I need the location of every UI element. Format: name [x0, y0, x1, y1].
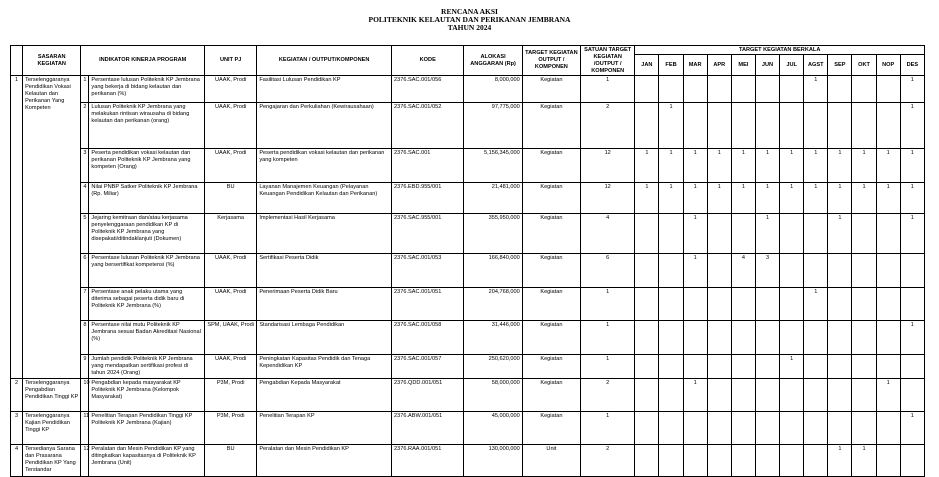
- month-cell: [731, 288, 755, 321]
- month-cell: 1: [852, 445, 876, 477]
- month-cell: [828, 103, 852, 149]
- kegiatan-cell: Fasilitasi Lulusan Pendidikan KP: [257, 76, 392, 103]
- header-month-sep: SEP: [828, 55, 852, 76]
- ikp-number: 4: [81, 183, 89, 214]
- rencana-aksi-table: [10, 45, 925, 477]
- month-cell: 1: [683, 254, 707, 288]
- ikp-number: 11: [81, 412, 89, 445]
- target-cell: Unit: [522, 445, 580, 477]
- month-cell: [780, 254, 804, 288]
- month-cell: 1: [780, 183, 804, 214]
- alokasi-cell: 21,481,000: [464, 183, 522, 214]
- kode-cell: 2376.ABW.001/051: [392, 412, 464, 445]
- month-cell: [731, 445, 755, 477]
- unit-cell: UAAK, Prodi: [205, 254, 257, 288]
- month-cell: [900, 355, 924, 379]
- kegiatan-cell: Peserta pendidikan vokasi kelautan dan perikanan yang kompeten: [257, 149, 392, 183]
- alokasi-cell: 58,000,000: [464, 379, 522, 412]
- header-month-jan: JAN: [635, 55, 659, 76]
- ikp-cell: Jumlah pendidik Politeknik KP Jembrana yang mendapatkan sertifikasi profesi di tahun 2024 (Orang): [89, 355, 205, 379]
- alokasi-cell: 97,775,000: [464, 103, 522, 149]
- month-cell: [804, 214, 828, 254]
- month-cell: 1: [900, 214, 924, 254]
- kode-cell: 2376.SAC.001/056: [392, 76, 464, 103]
- month-cell: [755, 76, 779, 103]
- month-cell: [780, 76, 804, 103]
- month-cell: [731, 379, 755, 412]
- month-cell: 4: [731, 254, 755, 288]
- kode-cell: 2376.SAC.001: [392, 149, 464, 183]
- alokasi-cell: 45,000,000: [464, 412, 522, 445]
- month-cell: [804, 445, 828, 477]
- month-cell: [876, 321, 900, 355]
- kode-cell: 2376.SAC.001/057: [392, 355, 464, 379]
- unit-cell: UAAK, Prodi: [205, 76, 257, 103]
- month-cell: 1: [683, 149, 707, 183]
- month-cell: [707, 412, 731, 445]
- month-cell: [659, 445, 683, 477]
- ikp-number: 6: [81, 254, 89, 288]
- month-cell: [852, 214, 876, 254]
- unit-cell: UAAK, Prodi: [205, 288, 257, 321]
- satuan-cell: 12: [581, 183, 635, 214]
- month-cell: 1: [755, 214, 779, 254]
- ikp-cell: Persentase lulusan Politeknik KP Jembrana yang bekerja di bidang kelautan dan perikanan (%): [89, 76, 205, 103]
- month-cell: [828, 355, 852, 379]
- satuan-cell: 1: [581, 412, 635, 445]
- ikp-cell: Persentase anak pelaku utama yang diterima sebagai peserta didik baru di Politeknik KP Jembrana (%): [89, 288, 205, 321]
- month-cell: 1: [707, 149, 731, 183]
- table-row: [11, 355, 925, 379]
- month-cell: [731, 321, 755, 355]
- target-cell: Kegiatan: [522, 183, 580, 214]
- kode-cell: 2376.SAC.001/051: [392, 288, 464, 321]
- unit-cell: UAAK, Prodi: [205, 103, 257, 149]
- month-cell: 1: [852, 149, 876, 183]
- kode-cell: 2376.SAC.001/053: [392, 254, 464, 288]
- satuan-cell: 2: [581, 379, 635, 412]
- header-month-agst: AGST: [804, 55, 828, 76]
- target-cell: Kegiatan: [522, 214, 580, 254]
- ikp-cell: Jejaring kemitraan dan/atau kerjasama penyelenggaraan pendidikan KP di Politeknik KP Jembrana yang disepakati/ditindaklanjuti (Dokumen): [89, 214, 205, 254]
- kegiatan-cell: Pengabdian Kepada Masyarakat: [257, 379, 392, 412]
- ikp-cell: Lulusan Politeknik KP Jembrana yang melakukan rintisan wirausaha di bidang kelautan dan perikanan (orang): [89, 103, 205, 149]
- month-cell: [876, 214, 900, 254]
- month-cell: [635, 412, 659, 445]
- month-cell: [707, 254, 731, 288]
- kegiatan-cell: Penelitian Terapan KP: [257, 412, 392, 445]
- header-ikp: INDIKATOR KINERJA PROGRAM: [81, 46, 205, 76]
- month-cell: [659, 412, 683, 445]
- month-cell: 1: [900, 103, 924, 149]
- table-row: [11, 76, 925, 103]
- month-cell: [683, 103, 707, 149]
- unit-cell: P3M, Prodi: [205, 412, 257, 445]
- kegiatan-cell: Peningkatan Kapasitas Pendidik dan Tenaga Kependidikan KP: [257, 355, 392, 379]
- target-cell: Kegiatan: [522, 288, 580, 321]
- month-cell: [876, 254, 900, 288]
- kode-cell: 2376.SAC.001/058: [392, 321, 464, 355]
- kegiatan-cell: Implementasi Hasil Kerjasama: [257, 214, 392, 254]
- month-cell: 1: [780, 355, 804, 379]
- month-cell: 1: [707, 183, 731, 214]
- month-cell: [731, 412, 755, 445]
- alokasi-cell: 5,156,345,000: [464, 149, 522, 183]
- target-cell: Kegiatan: [522, 355, 580, 379]
- satuan-cell: 1: [581, 288, 635, 321]
- satuan-cell: 6: [581, 254, 635, 288]
- kode-cell: 2376.RAA.001/051: [392, 445, 464, 477]
- unit-cell: BU: [205, 445, 257, 477]
- month-cell: 1: [900, 321, 924, 355]
- month-cell: [900, 288, 924, 321]
- header-month-jul: JUL: [780, 55, 804, 76]
- month-cell: [828, 288, 852, 321]
- ikp-number: 7: [81, 288, 89, 321]
- ikp-number: 5: [81, 214, 89, 254]
- kegiatan-cell: Pengajaran dan Perkuliahan (Kewirausahaan): [257, 103, 392, 149]
- target-cell: Kegiatan: [522, 379, 580, 412]
- month-cell: [852, 379, 876, 412]
- month-cell: [635, 445, 659, 477]
- row-number: 3: [11, 412, 23, 445]
- month-cell: [707, 321, 731, 355]
- month-cell: [852, 288, 876, 321]
- header-no: [11, 46, 23, 76]
- month-cell: [755, 355, 779, 379]
- table-row: [11, 214, 925, 254]
- alokasi-cell: 250,620,000: [464, 355, 522, 379]
- month-cell: [659, 355, 683, 379]
- unit-cell: P3M, Prodi: [205, 379, 257, 412]
- ikp-number: 8: [81, 321, 89, 355]
- month-cell: [707, 445, 731, 477]
- ikp-number: 12: [81, 445, 89, 477]
- month-cell: [780, 214, 804, 254]
- month-cell: [683, 445, 707, 477]
- sasaran-cell: Terselenggaranya Pengabdian Pendidikan Tinggi KP: [23, 379, 81, 412]
- table-row: [11, 183, 925, 214]
- title-line1: RENCANA AKSI: [441, 7, 498, 16]
- title-line2: POLITEKNIK KELAUTAN DAN PERIKANAN JEMBRANA: [368, 15, 571, 24]
- unit-cell: Kerjasama: [205, 214, 257, 254]
- month-cell: 1: [755, 149, 779, 183]
- table-row: [11, 254, 925, 288]
- ikp-number: 1: [81, 76, 89, 103]
- month-cell: [635, 103, 659, 149]
- month-cell: 1: [659, 103, 683, 149]
- month-cell: [635, 355, 659, 379]
- ikp-cell: Penelitian Terapan Pendidikan Tinggi KP Politeknik KP Jembrana (Kajian): [89, 412, 205, 445]
- month-cell: [635, 321, 659, 355]
- month-cell: [780, 321, 804, 355]
- ikp-cell: Peralatan dan Mesin Pendidikan KP yang ditingkatkan kapasitasnya di Politeknik KP Jembrana (Unit): [89, 445, 205, 477]
- ikp-number: 9: [81, 355, 89, 379]
- kegiatan-cell: Sertifikasi Peserta Didik: [257, 254, 392, 288]
- target-cell: Kegiatan: [522, 254, 580, 288]
- header-target: TARGET KEGIATAN OUTPUT / KOMPONEN: [522, 46, 580, 76]
- ikp-cell: Peserta pendidikan vokasi kelautan dan perikanan Politeknik KP Jembrana yang kompeten (Orang): [89, 149, 205, 183]
- target-cell: Kegiatan: [522, 76, 580, 103]
- month-cell: [828, 412, 852, 445]
- month-cell: [683, 412, 707, 445]
- unit-cell: BU: [205, 183, 257, 214]
- target-cell: Kegiatan: [522, 103, 580, 149]
- month-cell: [804, 321, 828, 355]
- month-cell: [755, 379, 779, 412]
- month-cell: [780, 103, 804, 149]
- month-cell: [755, 445, 779, 477]
- month-cell: [780, 288, 804, 321]
- month-cell: 1: [828, 214, 852, 254]
- month-cell: [683, 355, 707, 379]
- satuan-cell: 4: [581, 214, 635, 254]
- kegiatan-cell: Penerimaan Peserta Didik Baru: [257, 288, 392, 321]
- row-number: 4: [11, 445, 23, 477]
- header-month-feb: FEB: [659, 55, 683, 76]
- month-cell: 1: [828, 445, 852, 477]
- header-month-okt: OKT: [852, 55, 876, 76]
- month-cell: [876, 288, 900, 321]
- ikp-number: 10: [81, 379, 89, 412]
- month-cell: [900, 379, 924, 412]
- ikp-cell: Pengabdian kepada masyarakat KP Politeknik KP Jembrana (Kelompok Masyarakat): [89, 379, 205, 412]
- month-cell: 1: [876, 183, 900, 214]
- header-kode: KODE: [392, 46, 464, 76]
- alokasi-cell: 31,446,000: [464, 321, 522, 355]
- unit-cell: SPM, UAAK, Prodi: [205, 321, 257, 355]
- header-month-mei: MEI: [731, 55, 755, 76]
- header-month-nop: NOP: [876, 55, 900, 76]
- month-cell: 1: [683, 214, 707, 254]
- month-cell: [876, 76, 900, 103]
- month-cell: [683, 288, 707, 321]
- target-cell: Kegiatan: [522, 149, 580, 183]
- month-cell: [852, 412, 876, 445]
- month-cell: [852, 76, 876, 103]
- month-cell: 1: [731, 183, 755, 214]
- month-cell: 1: [900, 183, 924, 214]
- month-cell: [755, 412, 779, 445]
- alokasi-cell: 204,768,000: [464, 288, 522, 321]
- month-cell: [635, 76, 659, 103]
- month-cell: 1: [755, 183, 779, 214]
- month-cell: [780, 412, 804, 445]
- month-cell: [876, 103, 900, 149]
- month-cell: [659, 214, 683, 254]
- table-row: [11, 288, 925, 321]
- month-cell: 1: [635, 149, 659, 183]
- kegiatan-cell: Layanan Manajemen Keuangan (Pelayanan Keuangan Pendidikan Kelautan dan Perikanan): [257, 183, 392, 214]
- month-cell: 1: [900, 76, 924, 103]
- header-month-des: DES: [900, 55, 924, 76]
- month-cell: [659, 254, 683, 288]
- kegiatan-cell: Peralatan dan Mesin Pendidikan KP: [257, 445, 392, 477]
- month-cell: [659, 76, 683, 103]
- ikp-cell: Nilai PNBP Satker Politeknik KP Jembrana (Rp. Miliar): [89, 183, 205, 214]
- month-cell: 1: [683, 379, 707, 412]
- month-cell: [876, 412, 900, 445]
- month-cell: [659, 321, 683, 355]
- header-alokasi: ALOKASI ANGGARAN (Rp): [464, 46, 522, 76]
- month-cell: [731, 214, 755, 254]
- target-cell: Kegiatan: [522, 321, 580, 355]
- month-cell: [852, 103, 876, 149]
- month-cell: 1: [635, 183, 659, 214]
- satuan-cell: 2: [581, 445, 635, 477]
- month-cell: [683, 321, 707, 355]
- month-cell: 1: [659, 149, 683, 183]
- month-cell: [707, 103, 731, 149]
- month-cell: 1: [804, 183, 828, 214]
- month-cell: [828, 76, 852, 103]
- satuan-cell: 1: [581, 355, 635, 379]
- table-row: [11, 103, 925, 149]
- kode-cell: 2376.QDD.001/051: [392, 379, 464, 412]
- table-row: [11, 321, 925, 355]
- month-cell: [828, 254, 852, 288]
- kode-cell: 2376.SAC.001/052: [392, 103, 464, 149]
- month-cell: [731, 103, 755, 149]
- month-cell: [707, 288, 731, 321]
- month-cell: [780, 445, 804, 477]
- month-cell: [804, 254, 828, 288]
- month-cell: [804, 355, 828, 379]
- month-cell: [755, 288, 779, 321]
- row-number: 1: [11, 76, 23, 379]
- month-cell: 1: [900, 412, 924, 445]
- month-cell: 1: [876, 379, 900, 412]
- sasaran-cell: Terselenggaranya Kajian Pendidikan Tinggi KP: [23, 412, 81, 445]
- month-cell: 1: [731, 149, 755, 183]
- month-cell: [707, 379, 731, 412]
- month-cell: 1: [876, 149, 900, 183]
- target-cell: Kegiatan: [522, 412, 580, 445]
- header-month-mar: MAR: [683, 55, 707, 76]
- header-unit: UNIT PJ: [205, 46, 257, 76]
- month-cell: [804, 412, 828, 445]
- month-cell: [876, 445, 900, 477]
- header-month-apr: APR: [707, 55, 731, 76]
- unit-cell: UAAK, Prodi: [205, 149, 257, 183]
- month-cell: [828, 379, 852, 412]
- satuan-cell: 1: [581, 321, 635, 355]
- table-row: [11, 149, 925, 183]
- month-cell: [731, 355, 755, 379]
- alokasi-cell: 355,950,000: [464, 214, 522, 254]
- month-cell: 1: [852, 183, 876, 214]
- month-cell: [707, 355, 731, 379]
- month-cell: [852, 321, 876, 355]
- ikp-cell: Persentase nilai mutu Politeknik KP Jembrana sesuai Badan Akreditasi Nasional (%): [89, 321, 205, 355]
- month-cell: 1: [683, 183, 707, 214]
- month-cell: [804, 379, 828, 412]
- month-cell: [755, 103, 779, 149]
- satuan-cell: 12: [581, 149, 635, 183]
- month-cell: 1: [804, 149, 828, 183]
- kegiatan-cell: Standarisasi Lembaga Pendidikan: [257, 321, 392, 355]
- month-cell: 3: [755, 254, 779, 288]
- month-cell: [707, 214, 731, 254]
- alokasi-cell: 130,000,000: [464, 445, 522, 477]
- table-row: [11, 412, 925, 445]
- month-cell: 1: [828, 183, 852, 214]
- header-satuan: SATUAN TARGET KEGIATAN /OUTPUT / KOMPONEN: [581, 46, 635, 76]
- header-month-jun: JUN: [755, 55, 779, 76]
- kode-cell: 2376.EBD.955/001: [392, 183, 464, 214]
- ikp-number: 3: [81, 149, 89, 183]
- kode-cell: 2376.SAC.955/001: [392, 214, 464, 254]
- month-cell: 1: [780, 149, 804, 183]
- month-cell: [659, 379, 683, 412]
- header-berkala: TARGET KEGIATAN BERKALA: [635, 46, 925, 55]
- month-cell: [635, 254, 659, 288]
- month-cell: [659, 288, 683, 321]
- alokasi-cell: 8,000,000: [464, 76, 522, 103]
- month-cell: [876, 355, 900, 379]
- sasaran-cell: Terselenggaranya Pendidikan Vokasi Kelautan dan Perikanan Yang Kompeten: [23, 76, 81, 379]
- month-cell: [804, 103, 828, 149]
- month-cell: [852, 355, 876, 379]
- ikp-cell: Persentase lulusan Politeknik KP Jembrana yang bersertifikat kompetensi (%): [89, 254, 205, 288]
- month-cell: [635, 288, 659, 321]
- month-cell: [780, 379, 804, 412]
- table-row: [11, 445, 925, 477]
- ikp-number: 2: [81, 103, 89, 149]
- unit-cell: UAAK, Prodi: [205, 355, 257, 379]
- table-row: [11, 379, 925, 412]
- month-cell: [707, 76, 731, 103]
- alokasi-cell: 166,840,000: [464, 254, 522, 288]
- title-line3: TAHUN 2024: [447, 23, 492, 32]
- month-cell: [635, 214, 659, 254]
- month-cell: [635, 379, 659, 412]
- satuan-cell: 1: [581, 76, 635, 103]
- month-cell: [900, 445, 924, 477]
- month-cell: 1: [659, 183, 683, 214]
- header-sasaran: SASARAN KEGIATAN: [23, 46, 81, 76]
- row-number: 2: [11, 379, 23, 412]
- header-kegiatan: KEGIATAN / OUTPUT/KOMPONEN: [257, 46, 392, 76]
- month-cell: [828, 321, 852, 355]
- month-cell: 1: [804, 76, 828, 103]
- satuan-cell: 2: [581, 103, 635, 149]
- month-cell: 1: [900, 149, 924, 183]
- month-cell: [755, 321, 779, 355]
- month-cell: [683, 76, 707, 103]
- month-cell: [731, 76, 755, 103]
- month-cell: 1: [828, 149, 852, 183]
- month-cell: [852, 254, 876, 288]
- month-cell: 1: [804, 288, 828, 321]
- month-cell: [900, 254, 924, 288]
- sasaran-cell: Tersedianya Sarana dan Prasarana Pendidikan KP Yang Terstandar: [23, 445, 81, 477]
